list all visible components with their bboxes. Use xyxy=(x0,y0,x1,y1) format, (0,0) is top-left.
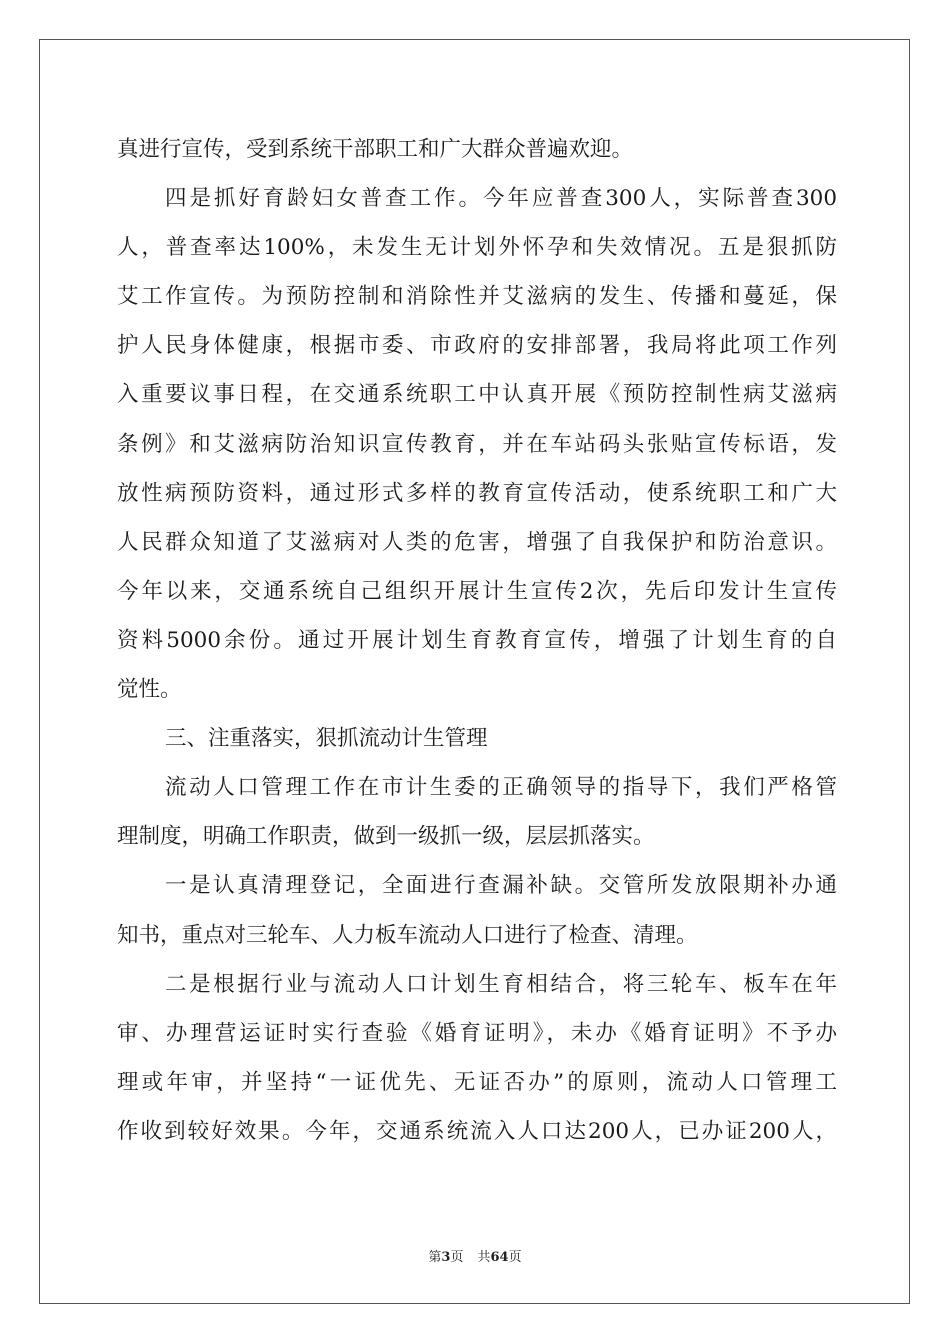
page-footer xyxy=(0,1246,950,1265)
page-suffix: 页 xyxy=(450,1250,464,1265)
text-line: 真进行宣传，受到系统干部职工和广大群众普遍欢迎。 xyxy=(117,137,634,162)
text-line: 审、办理营运证时实行查验《婚育证明》，未办《婚育证明》不予办 xyxy=(117,1020,837,1046)
text-line: 人，普查率达100%，未发生无计划外怀孕和失效情况。五是狠抓防 xyxy=(117,235,837,261)
text-line: 人民群众知道了艾滋病对人类的危害，增强了自我保护和防治意识。 xyxy=(117,529,837,555)
text-line: 放性病预防资料，通过形式多样的教育宣传活动，使系统职工和广大 xyxy=(117,480,837,506)
text-line: 艾工作宣传。为预防控制和消除性并艾滋病的发生、传播和蔓延，保 xyxy=(117,284,837,310)
text-line: 资料5000余份。通过开展计划生育教育宣传，增强了计划生育的自 xyxy=(117,627,837,653)
text-line: 护人民身体健康，根据市委、市政府的安排部署，我局将此项工作列 xyxy=(117,333,837,359)
text-line: 四是抓好育龄妇女普查工作。今年应普查300人，实际普查300 xyxy=(165,186,837,212)
text-line: 理或年审，并坚持“一证优先、无证否办”的原则，流动人口管理工 xyxy=(117,1069,837,1095)
text-line: 觉性。 xyxy=(117,677,182,703)
text-line: 条例》和艾滋病防治知识宣传教育，并在车站码头张贴宣传标语，发 xyxy=(117,431,837,457)
text-line: 理制度，明确工作职责，做到一级抓一级，层层抓落实。 xyxy=(117,824,655,850)
text-line: 知书，重点对三轮车、人力板车流动人口进行了检查、清理。 xyxy=(117,922,698,948)
current-page-number: 3 xyxy=(441,1250,451,1265)
text-line: 入重要议事日程，在交通系统职工中认真开展《预防控制性病艾滋病 xyxy=(117,382,837,408)
section-heading: 三、注重落实，狠抓流动计生管理 xyxy=(165,726,488,752)
total-suffix: 页 xyxy=(508,1250,522,1265)
total-page-count: 64 xyxy=(490,1250,509,1265)
page-prefix: 第 xyxy=(428,1250,442,1265)
text-line: 作收到较好效果。今年，交通系统流入人口达200人，已办证200人， xyxy=(117,1118,837,1144)
text-line: 一是认真清理登记，全面进行查漏补缺。交管所发放限期补办通 xyxy=(165,873,837,899)
text-line: 流动人口管理工作在市计生委的正确领导的指导下，我们严格管 xyxy=(165,775,837,801)
document-body xyxy=(117,125,837,1156)
text-line: 今年以来，交通系统自己组织开展计生宣传2次，先后印发计生宣传 xyxy=(117,578,837,604)
text-line: 二是根据行业与流动人口计划生育相结合，将三轮车、板车在年 xyxy=(165,971,837,997)
total-prefix: 共 xyxy=(477,1250,491,1265)
